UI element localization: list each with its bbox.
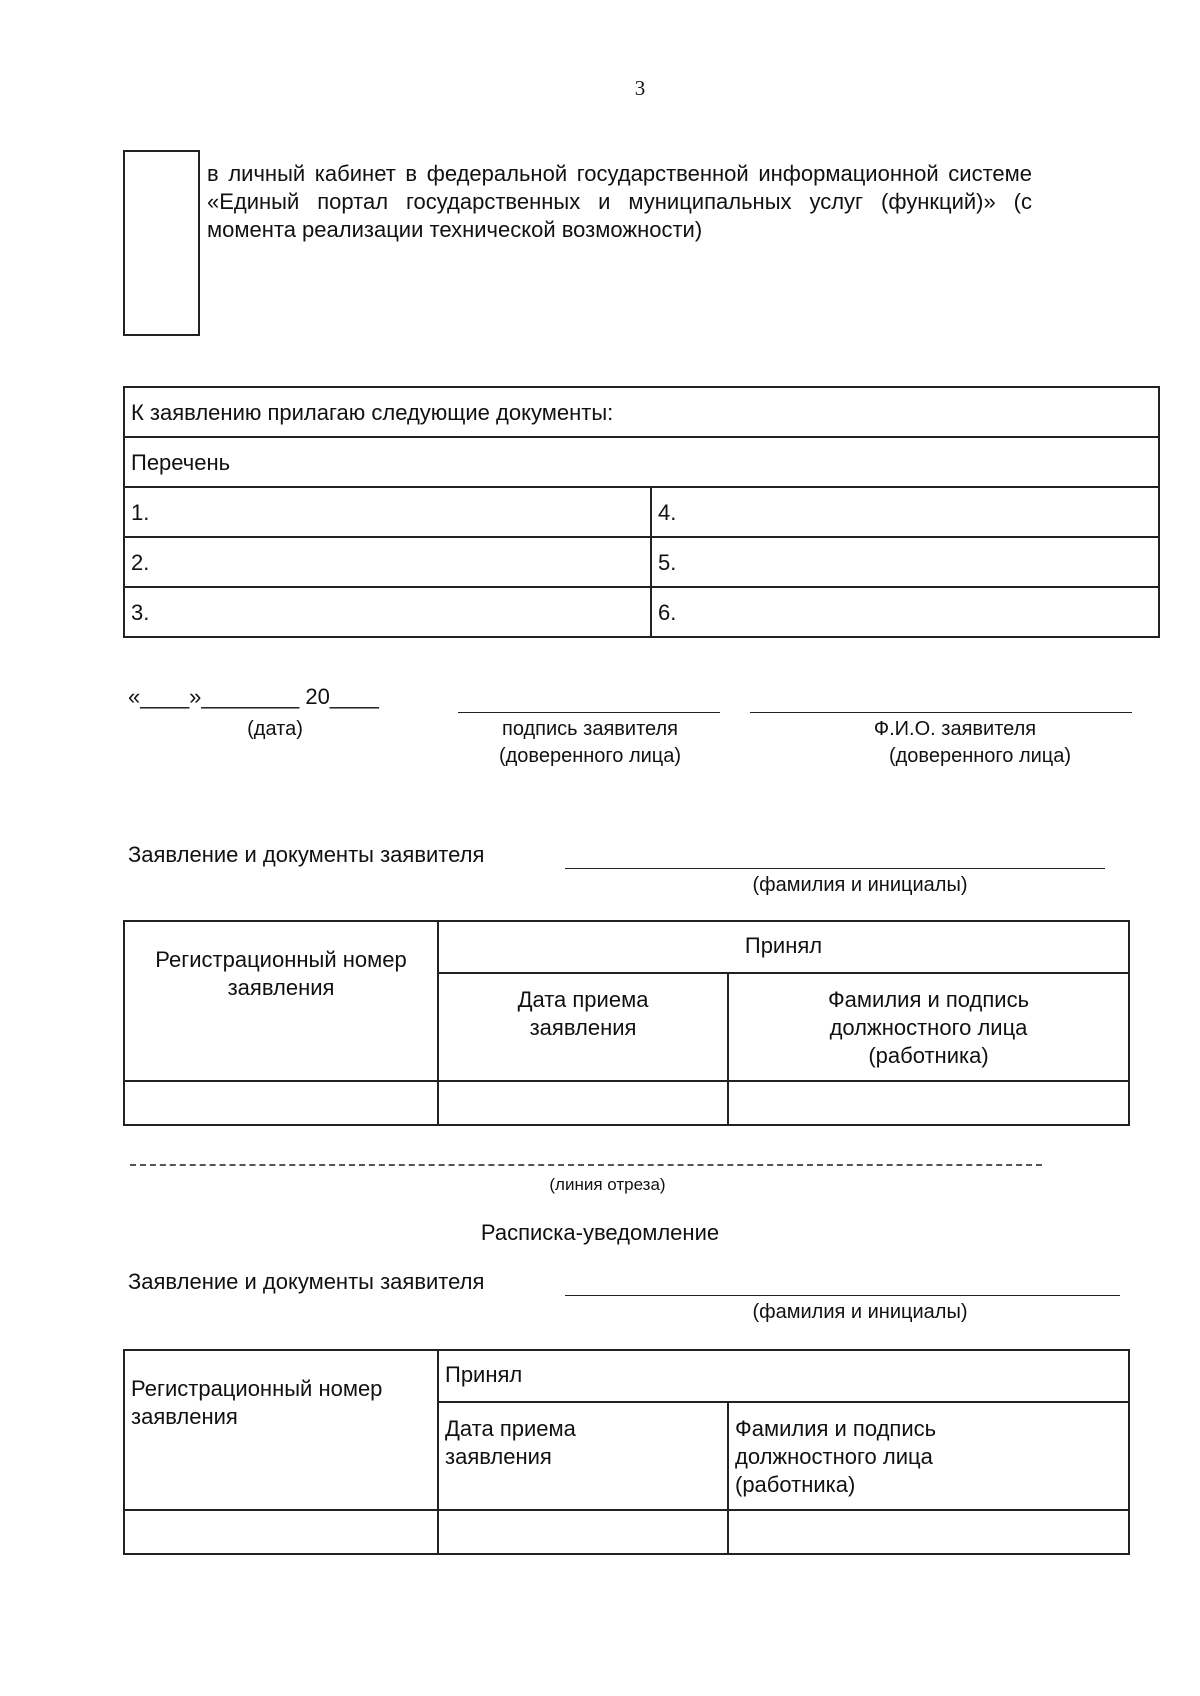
cut-line [130,1164,1042,1166]
applicant-name-line[interactable] [565,868,1105,869]
notice-reg-number-header: Регистрационный номер заявления [124,1350,438,1510]
date-received-cell[interactable] [438,1081,728,1125]
attachment-item[interactable]: 4. [651,487,1159,537]
date-caption: (дата) [247,718,303,740]
attachment-item[interactable]: 6. [651,587,1159,637]
notice-officer-header: Фамилия и подпись должностного лица (работника) [728,1402,1129,1510]
notice-reg-number-cell[interactable] [124,1510,438,1554]
date-received-header: Дата приема заявления [438,973,728,1081]
signature-line[interactable] [458,712,720,713]
delivery-option-text: в личный кабинет в федеральной государственной информационной системе «Единый портал государственных и муниципальных услуг (функций)» (с момента реализации технической возможности) [207,161,1032,242]
signature-caption: подпись заявителя (доверенного лица) [498,718,682,767]
name-line[interactable] [750,712,1132,713]
page-number: 3 [634,76,646,100]
notice-date-received-cell[interactable] [438,1510,728,1554]
notice-date-received-header: Дата приема заявления [438,1402,728,1510]
notice-officer-cell[interactable] [728,1510,1129,1554]
notice-applicant-name-caption: (фамилия и инициалы) [752,1301,968,1323]
statement-label: Заявление и документы заявителя [128,842,485,867]
notice-title: Расписка-уведомление [480,1220,720,1245]
officer-header: Фамилия и подпись должностного лица (работника) [728,973,1129,1081]
attachments-header: К заявлению прилагаю следующие документы: [124,387,1159,437]
applicant-name-caption: (фамилия и инициалы) [752,874,968,896]
attachments-table [123,386,1160,638]
name-caption: Ф.И.О. заявителя (доверенного лица) [873,718,1072,767]
notice-registration-table [123,1349,1130,1555]
registration-table [123,920,1130,1126]
notice-statement-label: Заявление и документы заявителя [128,1269,485,1294]
attachment-item[interactable]: 5. [651,537,1159,587]
officer-cell[interactable] [728,1081,1129,1125]
date-field[interactable]: «____»________ 20____ [128,684,379,709]
accepted-header: Принял [438,921,1129,973]
delivery-option-checkbox[interactable] [123,150,200,336]
notice-applicant-name-line[interactable] [565,1295,1120,1296]
attachment-item[interactable]: 2. [124,537,651,587]
attachments-list-label: Перечень [124,437,1159,487]
reg-number-cell[interactable] [124,1081,438,1125]
reg-number-header: Регистрационный номер заявления [124,921,438,1081]
notice-accepted-header: Принял [438,1350,1129,1402]
cut-line-caption: (линия отреза) [549,1175,666,1194]
attachment-item[interactable]: 3. [124,587,651,637]
attachment-item[interactable]: 1. [124,487,651,537]
